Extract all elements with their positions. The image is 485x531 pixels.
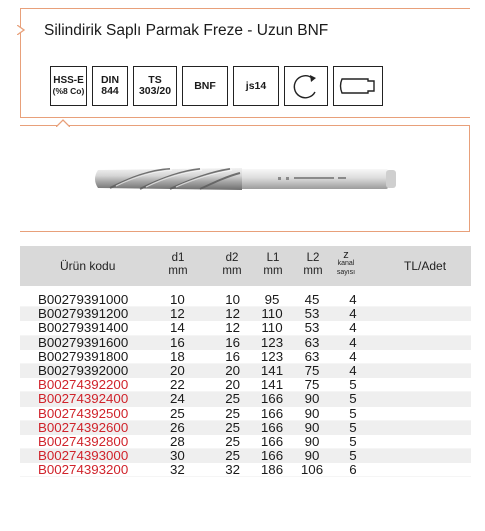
cylindrical-shank-icon	[333, 66, 383, 106]
l1-cell: 95	[264, 292, 280, 307]
ts-badge-line2: 303/20	[138, 85, 172, 97]
l2-cell: 53	[304, 306, 320, 322]
product-code-cell: B00274392400	[38, 391, 129, 407]
header-z-sub1: kanal	[337, 260, 355, 267]
d2-cell: 25	[225, 433, 240, 449]
page-title: Silindirik Saplı Parmak Freze - Uzun BNF	[44, 22, 329, 39]
product-code-cell: B00279391000	[38, 292, 129, 307]
header-l2-unit: mm	[303, 265, 323, 277]
l1-cell: 123	[260, 334, 284, 350]
z-cell: 4	[349, 306, 357, 322]
d1-cell: 30	[170, 448, 185, 464]
z-cell: 4	[349, 348, 357, 364]
header-d2-unit: mm	[222, 265, 242, 277]
d1-cell: 16	[170, 334, 185, 350]
d1-cell: 25	[170, 405, 185, 421]
d1-cell: 12	[170, 306, 185, 322]
l2-cell: 90	[304, 433, 320, 449]
z-cell: 4	[349, 334, 357, 350]
tolerance-badge-label: js14	[245, 79, 267, 92]
d1-cell: 18	[170, 348, 185, 364]
d2-cell: 16	[225, 348, 240, 364]
l2-cell: 75	[304, 362, 320, 378]
table-row	[20, 392, 471, 406]
l1-cell: 110	[261, 320, 283, 336]
d2-cell: 16	[225, 334, 240, 350]
d1-cell: 14	[170, 320, 185, 336]
table-header	[20, 246, 471, 286]
d2-cell: 25	[225, 448, 240, 464]
header-d1	[166, 253, 190, 277]
header-d2	[220, 253, 244, 277]
d2-cell: 32	[225, 462, 240, 478]
z-cell: 5	[349, 391, 357, 407]
header-l2-label: L2	[306, 252, 320, 264]
table-row	[20, 435, 471, 449]
product-code-cell: B00274393000	[38, 448, 129, 464]
z-cell: 4	[349, 320, 357, 336]
material-badge-line1: HSS-E	[53, 75, 84, 86]
l2-cell: 90	[304, 405, 320, 421]
d1-cell: 26	[170, 419, 185, 435]
table-row	[20, 407, 471, 421]
card-notch	[17, 25, 25, 35]
d2-cell: 12	[225, 320, 240, 336]
d1-cell: 24	[170, 391, 185, 407]
table-row	[20, 463, 471, 477]
table-row	[20, 378, 471, 392]
d1-cell: 28	[170, 433, 185, 449]
material-badge-line2: (%8 Co)	[52, 86, 85, 96]
l2-cell: 90	[304, 448, 320, 464]
product-code-cell: B00274393200	[38, 462, 129, 478]
table-row	[20, 321, 471, 335]
d1-cell: 32	[170, 462, 185, 478]
header-l1-label: L1	[266, 252, 280, 264]
d2-cell: 25	[225, 419, 240, 435]
din-badge-line2: 844	[101, 85, 119, 97]
header-z	[330, 250, 362, 276]
l1-cell: 166	[260, 405, 284, 421]
l1-cell: 141	[260, 377, 284, 393]
header-z-label: z	[343, 249, 349, 261]
product-code-cell: B00279392000	[38, 362, 129, 378]
l2-cell: 63	[304, 334, 320, 350]
z-cell: 4	[349, 362, 357, 378]
product-code-cell: B00279391600	[38, 334, 129, 350]
l2-cell: 63	[304, 348, 320, 364]
z-cell: 5	[349, 448, 357, 464]
bnf-badge-label: BNF	[194, 79, 216, 92]
l1-cell: 166	[260, 433, 284, 449]
bnf-badge	[182, 66, 228, 106]
header-d1-label: d1	[171, 252, 185, 264]
l2-cell: 45	[304, 292, 320, 307]
table-row	[20, 293, 471, 307]
header-d2-label: d2	[225, 252, 239, 264]
header-price: TL/Adet	[404, 259, 447, 273]
product-code-cell: B00274392200	[38, 377, 129, 393]
table-row	[20, 350, 471, 364]
ts-badge	[133, 66, 177, 106]
d2-cell: 12	[225, 306, 240, 322]
end-mill-image	[90, 160, 400, 196]
header-z-sub2: sayısı	[336, 268, 356, 276]
l1-cell: 166	[260, 419, 284, 435]
header-d1-unit: mm	[168, 265, 188, 277]
d1-cell: 10	[170, 292, 185, 307]
z-cell: 5	[349, 419, 357, 435]
frame-notch	[56, 119, 70, 127]
product-code-cell: B00274392800	[38, 433, 129, 449]
z-cell: 6	[349, 462, 357, 478]
l1-cell: 166	[260, 448, 284, 464]
l2-cell: 53	[304, 320, 320, 336]
l1-cell: 110	[261, 306, 283, 322]
product-code-cell: B00279391400	[38, 320, 129, 336]
din-badge-line1: DIN	[100, 74, 120, 86]
d2-cell: 20	[225, 377, 240, 393]
ts-badge-line1: TS	[148, 74, 162, 86]
l2-cell: 90	[304, 419, 320, 435]
l1-cell: 141	[260, 362, 284, 378]
table-row	[20, 307, 471, 321]
d2-cell: 20	[225, 362, 240, 378]
z-cell: 4	[349, 292, 357, 307]
d2-cell: 25	[225, 405, 240, 421]
l1-cell: 186	[260, 462, 284, 478]
spec-badges	[50, 66, 383, 106]
d2-cell: 25	[225, 391, 240, 407]
z-cell: 5	[349, 433, 357, 449]
d1-cell: 20	[170, 362, 185, 378]
product-code-cell: B00279391200	[38, 306, 129, 322]
table-body	[20, 293, 471, 477]
l1-cell: 123	[260, 348, 284, 364]
table-row	[20, 336, 471, 350]
header-l1	[260, 253, 286, 277]
d2-cell: 10	[225, 292, 240, 307]
din-badge	[92, 66, 128, 106]
l2-cell: 106	[300, 462, 324, 478]
table-row	[20, 449, 471, 463]
rotation-direction-icon	[284, 66, 328, 106]
product-code-cell: B00274392600	[38, 419, 129, 435]
table-row	[20, 364, 471, 378]
z-cell: 5	[349, 377, 357, 393]
d1-cell: 22	[170, 377, 185, 393]
l1-cell: 166	[260, 391, 284, 407]
header-l2	[300, 253, 326, 277]
l2-cell: 90	[304, 391, 320, 407]
header-code: Ürün kodu	[60, 259, 116, 273]
table-row	[20, 421, 471, 435]
product-code-cell: B00274392500	[38, 405, 129, 421]
product-code-cell: B00279391800	[38, 348, 129, 364]
z-cell: 5	[349, 405, 357, 421]
l2-cell: 75	[304, 377, 320, 393]
tolerance-badge	[233, 66, 279, 106]
header-l1-unit: mm	[263, 265, 283, 277]
material-badge	[50, 66, 87, 106]
